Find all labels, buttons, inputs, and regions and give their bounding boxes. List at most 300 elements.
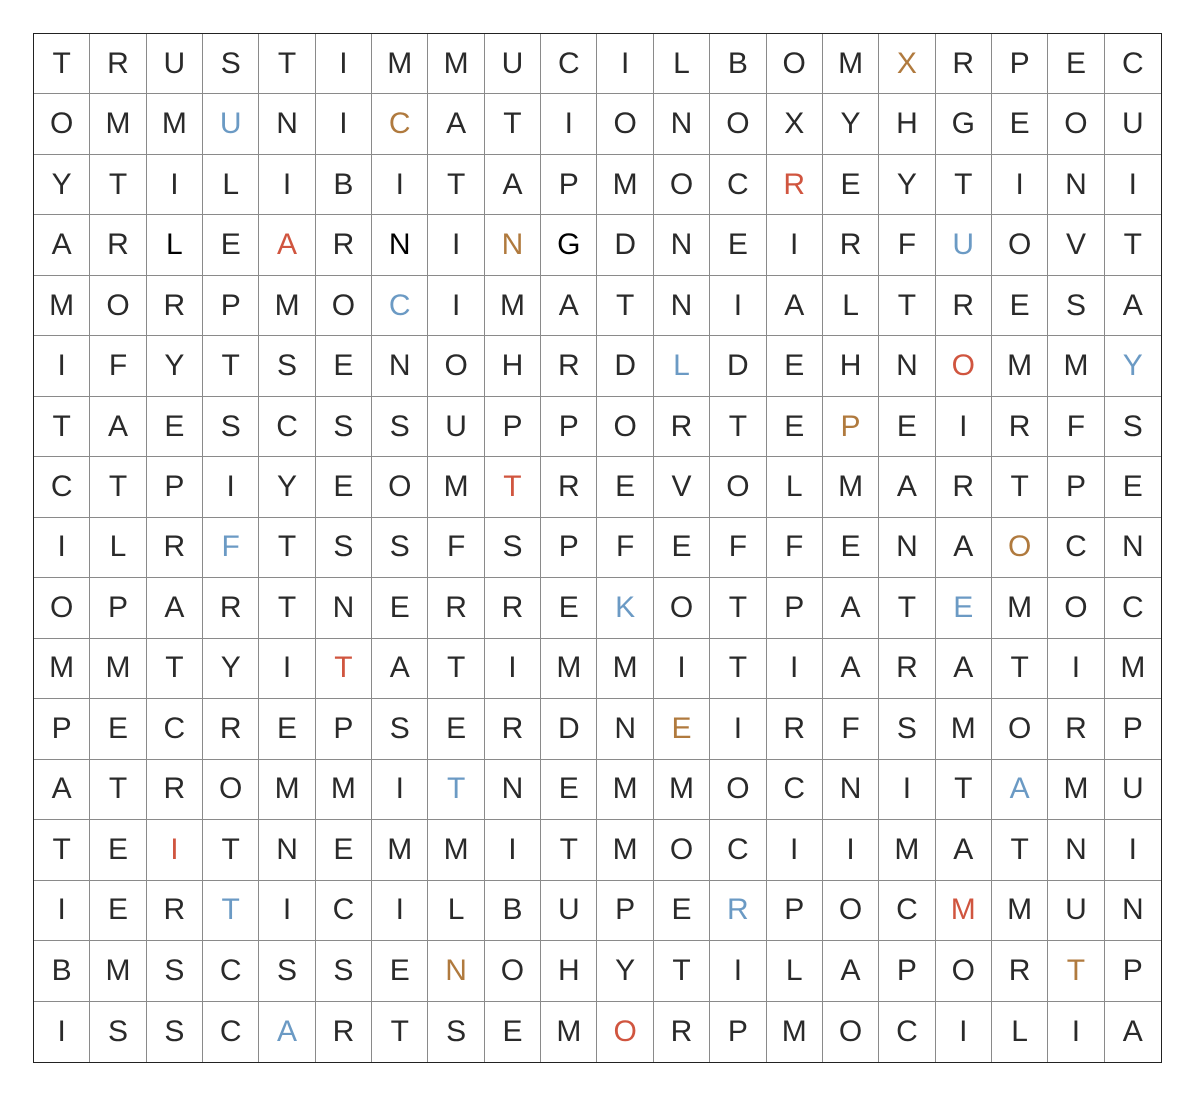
grid-cell-r4-c15[interactable]: T bbox=[879, 276, 935, 336]
grid-cell-r16-c7[interactable]: S bbox=[428, 1002, 484, 1062]
grid-cell-r3-c10[interactable]: D bbox=[597, 215, 653, 275]
grid-cell-r16-c16[interactable]: I bbox=[936, 1002, 992, 1062]
grid-cell-r7-c17[interactable]: T bbox=[992, 457, 1048, 517]
grid-cell-r15-c9[interactable]: H bbox=[541, 941, 597, 1001]
grid-cell-r6-c8[interactable]: P bbox=[485, 397, 541, 457]
grid-cell-r7-c13[interactable]: L bbox=[767, 457, 823, 517]
grid-cell-r6-c7[interactable]: U bbox=[428, 397, 484, 457]
grid-cell-r0-c15[interactable]: X bbox=[879, 34, 935, 94]
grid-cell-r3-c3[interactable]: E bbox=[203, 215, 259, 275]
grid-cell-r1-c3[interactable]: U bbox=[203, 94, 259, 154]
grid-cell-r5-c5[interactable]: E bbox=[316, 336, 372, 396]
grid-cell-r14-c15[interactable]: C bbox=[879, 881, 935, 941]
grid-cell-r12-c17[interactable]: A bbox=[992, 760, 1048, 820]
grid-cell-r16-c14[interactable]: O bbox=[823, 1002, 879, 1062]
grid-cell-r13-c9[interactable]: T bbox=[541, 820, 597, 880]
grid-cell-r16-c5[interactable]: R bbox=[316, 1002, 372, 1062]
grid-cell-r11-c2[interactable]: C bbox=[147, 699, 203, 759]
grid-cell-r16-c17[interactable]: L bbox=[992, 1002, 1048, 1062]
grid-cell-r14-c11[interactable]: E bbox=[654, 881, 710, 941]
grid-cell-r7-c1[interactable]: T bbox=[90, 457, 146, 517]
grid-cell-r13-c19[interactable]: I bbox=[1105, 820, 1161, 880]
grid-cell-r2-c4[interactable]: I bbox=[259, 155, 315, 215]
grid-cell-r0-c5[interactable]: I bbox=[316, 34, 372, 94]
grid-cell-r9-c1[interactable]: P bbox=[90, 578, 146, 638]
grid-cell-r14-c0[interactable]: I bbox=[34, 881, 90, 941]
grid-cell-r1-c15[interactable]: H bbox=[879, 94, 935, 154]
grid-cell-r10-c18[interactable]: I bbox=[1048, 639, 1104, 699]
grid-cell-r6-c1[interactable]: A bbox=[90, 397, 146, 457]
grid-cell-r1-c0[interactable]: O bbox=[34, 94, 90, 154]
grid-cell-r5-c19[interactable]: Y bbox=[1105, 336, 1161, 396]
grid-cell-r9-c18[interactable]: O bbox=[1048, 578, 1104, 638]
grid-cell-r7-c8[interactable]: T bbox=[485, 457, 541, 517]
grid-cell-r13-c10[interactable]: M bbox=[597, 820, 653, 880]
grid-cell-r9-c14[interactable]: A bbox=[823, 578, 879, 638]
grid-cell-r12-c4[interactable]: M bbox=[259, 760, 315, 820]
grid-cell-r6-c19[interactable]: S bbox=[1105, 397, 1161, 457]
grid-cell-r4-c7[interactable]: I bbox=[428, 276, 484, 336]
grid-cell-r12-c14[interactable]: N bbox=[823, 760, 879, 820]
grid-cell-r15-c16[interactable]: O bbox=[936, 941, 992, 1001]
grid-cell-r16-c2[interactable]: S bbox=[147, 1002, 203, 1062]
grid-cell-r14-c7[interactable]: L bbox=[428, 881, 484, 941]
grid-cell-r1-c8[interactable]: T bbox=[485, 94, 541, 154]
grid-cell-r11-c5[interactable]: P bbox=[316, 699, 372, 759]
grid-cell-r16-c11[interactable]: R bbox=[654, 1002, 710, 1062]
grid-cell-r11-c0[interactable]: P bbox=[34, 699, 90, 759]
grid-cell-r3-c7[interactable]: I bbox=[428, 215, 484, 275]
grid-cell-r8-c3[interactable]: F bbox=[203, 518, 259, 578]
grid-cell-r12-c3[interactable]: O bbox=[203, 760, 259, 820]
grid-cell-r13-c0[interactable]: T bbox=[34, 820, 90, 880]
grid-cell-r9-c3[interactable]: R bbox=[203, 578, 259, 638]
grid-cell-r13-c12[interactable]: C bbox=[710, 820, 766, 880]
grid-cell-r7-c15[interactable]: A bbox=[879, 457, 935, 517]
grid-cell-r8-c9[interactable]: P bbox=[541, 518, 597, 578]
grid-cell-r14-c10[interactable]: P bbox=[597, 881, 653, 941]
grid-cell-r6-c14[interactable]: P bbox=[823, 397, 879, 457]
grid-cell-r5-c14[interactable]: H bbox=[823, 336, 879, 396]
grid-cell-r5-c8[interactable]: H bbox=[485, 336, 541, 396]
grid-cell-r0-c6[interactable]: M bbox=[372, 34, 428, 94]
grid-cell-r3-c4[interactable]: A bbox=[259, 215, 315, 275]
grid-cell-r8-c12[interactable]: F bbox=[710, 518, 766, 578]
grid-cell-r2-c11[interactable]: O bbox=[654, 155, 710, 215]
grid-cell-r13-c14[interactable]: I bbox=[823, 820, 879, 880]
grid-cell-r5-c7[interactable]: O bbox=[428, 336, 484, 396]
grid-cell-r12-c0[interactable]: A bbox=[34, 760, 90, 820]
grid-cell-r6-c0[interactable]: T bbox=[34, 397, 90, 457]
grid-cell-r16-c10[interactable]: O bbox=[597, 1002, 653, 1062]
grid-cell-r13-c4[interactable]: N bbox=[259, 820, 315, 880]
grid-cell-r5-c0[interactable]: I bbox=[34, 336, 90, 396]
grid-cell-r4-c8[interactable]: M bbox=[485, 276, 541, 336]
grid-cell-r5-c3[interactable]: T bbox=[203, 336, 259, 396]
grid-cell-r12-c7[interactable]: T bbox=[428, 760, 484, 820]
grid-cell-r0-c8[interactable]: U bbox=[485, 34, 541, 94]
grid-cell-r12-c13[interactable]: C bbox=[767, 760, 823, 820]
grid-cell-r16-c18[interactable]: I bbox=[1048, 1002, 1104, 1062]
grid-cell-r13-c8[interactable]: I bbox=[485, 820, 541, 880]
grid-cell-r16-c9[interactable]: M bbox=[541, 1002, 597, 1062]
grid-cell-r3-c16[interactable]: U bbox=[936, 215, 992, 275]
grid-cell-r11-c4[interactable]: E bbox=[259, 699, 315, 759]
grid-cell-r2-c1[interactable]: T bbox=[90, 155, 146, 215]
grid-cell-r16-c8[interactable]: E bbox=[485, 1002, 541, 1062]
grid-cell-r14-c3[interactable]: T bbox=[203, 881, 259, 941]
grid-cell-r9-c19[interactable]: C bbox=[1105, 578, 1161, 638]
grid-cell-r4-c1[interactable]: O bbox=[90, 276, 146, 336]
grid-cell-r4-c5[interactable]: O bbox=[316, 276, 372, 336]
grid-cell-r3-c0[interactable]: A bbox=[34, 215, 90, 275]
grid-cell-r0-c17[interactable]: P bbox=[992, 34, 1048, 94]
grid-cell-r5-c9[interactable]: R bbox=[541, 336, 597, 396]
grid-cell-r4-c6[interactable]: C bbox=[372, 276, 428, 336]
grid-cell-r7-c18[interactable]: P bbox=[1048, 457, 1104, 517]
grid-cell-r0-c10[interactable]: I bbox=[597, 34, 653, 94]
grid-cell-r6-c18[interactable]: F bbox=[1048, 397, 1104, 457]
grid-cell-r11-c3[interactable]: R bbox=[203, 699, 259, 759]
grid-cell-r1-c19[interactable]: U bbox=[1105, 94, 1161, 154]
grid-cell-r10-c14[interactable]: A bbox=[823, 639, 879, 699]
grid-cell-r12-c16[interactable]: T bbox=[936, 760, 992, 820]
grid-cell-r0-c11[interactable]: L bbox=[654, 34, 710, 94]
grid-cell-r4-c18[interactable]: S bbox=[1048, 276, 1104, 336]
grid-cell-r3-c13[interactable]: I bbox=[767, 215, 823, 275]
grid-cell-r16-c1[interactable]: S bbox=[90, 1002, 146, 1062]
grid-cell-r12-c12[interactable]: O bbox=[710, 760, 766, 820]
grid-cell-r6-c16[interactable]: I bbox=[936, 397, 992, 457]
grid-cell-r9-c13[interactable]: P bbox=[767, 578, 823, 638]
grid-cell-r13-c18[interactable]: N bbox=[1048, 820, 1104, 880]
grid-cell-r0-c14[interactable]: M bbox=[823, 34, 879, 94]
grid-cell-r12-c9[interactable]: E bbox=[541, 760, 597, 820]
grid-cell-r9-c15[interactable]: T bbox=[879, 578, 935, 638]
grid-cell-r14-c14[interactable]: O bbox=[823, 881, 879, 941]
grid-cell-r1-c7[interactable]: A bbox=[428, 94, 484, 154]
grid-cell-r9-c11[interactable]: O bbox=[654, 578, 710, 638]
grid-cell-r5-c11[interactable]: L bbox=[654, 336, 710, 396]
grid-cell-r2-c12[interactable]: C bbox=[710, 155, 766, 215]
grid-cell-r2-c9[interactable]: P bbox=[541, 155, 597, 215]
grid-cell-r0-c0[interactable]: T bbox=[34, 34, 90, 94]
grid-cell-r15-c6[interactable]: E bbox=[372, 941, 428, 1001]
grid-cell-r15-c11[interactable]: T bbox=[654, 941, 710, 1001]
grid-cell-r1-c14[interactable]: Y bbox=[823, 94, 879, 154]
grid-cell-r10-c1[interactable]: M bbox=[90, 639, 146, 699]
grid-cell-r1-c5[interactable]: I bbox=[316, 94, 372, 154]
grid-cell-r4-c16[interactable]: R bbox=[936, 276, 992, 336]
grid-cell-r8-c16[interactable]: A bbox=[936, 518, 992, 578]
grid-cell-r12-c11[interactable]: M bbox=[654, 760, 710, 820]
grid-cell-r15-c0[interactable]: B bbox=[34, 941, 90, 1001]
grid-cell-r2-c3[interactable]: L bbox=[203, 155, 259, 215]
grid-cell-r13-c11[interactable]: O bbox=[654, 820, 710, 880]
grid-cell-r16-c6[interactable]: T bbox=[372, 1002, 428, 1062]
grid-cell-r15-c19[interactable]: P bbox=[1105, 941, 1161, 1001]
grid-cell-r11-c15[interactable]: S bbox=[879, 699, 935, 759]
grid-cell-r13-c15[interactable]: M bbox=[879, 820, 935, 880]
grid-cell-r3-c6[interactable]: N bbox=[372, 215, 428, 275]
grid-cell-r2-c8[interactable]: A bbox=[485, 155, 541, 215]
grid-cell-r7-c7[interactable]: M bbox=[428, 457, 484, 517]
grid-cell-r13-c2[interactable]: I bbox=[147, 820, 203, 880]
grid-cell-r3-c8[interactable]: N bbox=[485, 215, 541, 275]
grid-cell-r5-c15[interactable]: N bbox=[879, 336, 935, 396]
grid-cell-r8-c11[interactable]: E bbox=[654, 518, 710, 578]
grid-cell-r2-c19[interactable]: I bbox=[1105, 155, 1161, 215]
grid-cell-r0-c18[interactable]: E bbox=[1048, 34, 1104, 94]
grid-cell-r2-c6[interactable]: I bbox=[372, 155, 428, 215]
grid-cell-r14-c16[interactable]: M bbox=[936, 881, 992, 941]
grid-cell-r14-c5[interactable]: C bbox=[316, 881, 372, 941]
grid-cell-r8-c13[interactable]: F bbox=[767, 518, 823, 578]
grid-cell-r11-c17[interactable]: O bbox=[992, 699, 1048, 759]
grid-cell-r11-c10[interactable]: N bbox=[597, 699, 653, 759]
grid-cell-r16-c0[interactable]: I bbox=[34, 1002, 90, 1062]
grid-cell-r7-c5[interactable]: E bbox=[316, 457, 372, 517]
grid-cell-r0-c13[interactable]: O bbox=[767, 34, 823, 94]
grid-cell-r15-c18[interactable]: T bbox=[1048, 941, 1104, 1001]
grid-cell-r9-c16[interactable]: E bbox=[936, 578, 992, 638]
grid-cell-r10-c6[interactable]: A bbox=[372, 639, 428, 699]
grid-cell-r7-c0[interactable]: C bbox=[34, 457, 90, 517]
grid-cell-r16-c4[interactable]: A bbox=[259, 1002, 315, 1062]
grid-cell-r7-c4[interactable]: Y bbox=[259, 457, 315, 517]
grid-cell-r0-c12[interactable]: B bbox=[710, 34, 766, 94]
grid-cell-r9-c4[interactable]: T bbox=[259, 578, 315, 638]
grid-cell-r14-c9[interactable]: U bbox=[541, 881, 597, 941]
grid-cell-r13-c5[interactable]: E bbox=[316, 820, 372, 880]
grid-cell-r11-c18[interactable]: R bbox=[1048, 699, 1104, 759]
grid-cell-r7-c12[interactable]: O bbox=[710, 457, 766, 517]
grid-cell-r1-c18[interactable]: O bbox=[1048, 94, 1104, 154]
grid-cell-r12-c6[interactable]: I bbox=[372, 760, 428, 820]
grid-cell-r4-c14[interactable]: L bbox=[823, 276, 879, 336]
grid-cell-r15-c7[interactable]: N bbox=[428, 941, 484, 1001]
grid-cell-r16-c15[interactable]: C bbox=[879, 1002, 935, 1062]
grid-cell-r0-c7[interactable]: M bbox=[428, 34, 484, 94]
grid-cell-r8-c1[interactable]: L bbox=[90, 518, 146, 578]
grid-cell-r10-c5[interactable]: T bbox=[316, 639, 372, 699]
grid-cell-r14-c12[interactable]: R bbox=[710, 881, 766, 941]
grid-cell-r4-c11[interactable]: N bbox=[654, 276, 710, 336]
grid-cell-r13-c1[interactable]: E bbox=[90, 820, 146, 880]
grid-cell-r11-c16[interactable]: M bbox=[936, 699, 992, 759]
grid-cell-r14-c1[interactable]: E bbox=[90, 881, 146, 941]
grid-cell-r13-c3[interactable]: T bbox=[203, 820, 259, 880]
grid-cell-r5-c12[interactable]: D bbox=[710, 336, 766, 396]
grid-cell-r1-c12[interactable]: O bbox=[710, 94, 766, 154]
grid-cell-r14-c2[interactable]: R bbox=[147, 881, 203, 941]
grid-cell-r1-c13[interactable]: X bbox=[767, 94, 823, 154]
grid-cell-r15-c14[interactable]: A bbox=[823, 941, 879, 1001]
grid-cell-r1-c9[interactable]: I bbox=[541, 94, 597, 154]
grid-cell-r15-c15[interactable]: P bbox=[879, 941, 935, 1001]
grid-cell-r14-c13[interactable]: P bbox=[767, 881, 823, 941]
grid-cell-r4-c9[interactable]: A bbox=[541, 276, 597, 336]
grid-cell-r2-c15[interactable]: Y bbox=[879, 155, 935, 215]
grid-cell-r9-c9[interactable]: E bbox=[541, 578, 597, 638]
grid-cell-r9-c6[interactable]: E bbox=[372, 578, 428, 638]
grid-cell-r4-c0[interactable]: M bbox=[34, 276, 90, 336]
grid-cell-r11-c8[interactable]: R bbox=[485, 699, 541, 759]
grid-cell-r0-c4[interactable]: T bbox=[259, 34, 315, 94]
grid-cell-r2-c18[interactable]: N bbox=[1048, 155, 1104, 215]
grid-cell-r6-c17[interactable]: R bbox=[992, 397, 1048, 457]
grid-cell-r4-c13[interactable]: A bbox=[767, 276, 823, 336]
grid-cell-r0-c16[interactable]: R bbox=[936, 34, 992, 94]
grid-cell-r7-c16[interactable]: R bbox=[936, 457, 992, 517]
grid-cell-r6-c13[interactable]: E bbox=[767, 397, 823, 457]
grid-cell-r1-c16[interactable]: G bbox=[936, 94, 992, 154]
grid-cell-r12-c15[interactable]: I bbox=[879, 760, 935, 820]
grid-cell-r8-c15[interactable]: N bbox=[879, 518, 935, 578]
grid-cell-r10-c13[interactable]: I bbox=[767, 639, 823, 699]
grid-cell-r10-c4[interactable]: I bbox=[259, 639, 315, 699]
grid-cell-r8-c0[interactable]: I bbox=[34, 518, 90, 578]
grid-cell-r10-c11[interactable]: I bbox=[654, 639, 710, 699]
grid-cell-r5-c16[interactable]: O bbox=[936, 336, 992, 396]
grid-cell-r9-c0[interactable]: O bbox=[34, 578, 90, 638]
grid-cell-r14-c6[interactable]: I bbox=[372, 881, 428, 941]
grid-cell-r11-c14[interactable]: F bbox=[823, 699, 879, 759]
grid-cell-r6-c9[interactable]: P bbox=[541, 397, 597, 457]
grid-cell-r15-c17[interactable]: R bbox=[992, 941, 1048, 1001]
grid-cell-r1-c17[interactable]: E bbox=[992, 94, 1048, 154]
grid-cell-r11-c12[interactable]: I bbox=[710, 699, 766, 759]
grid-cell-r3-c18[interactable]: V bbox=[1048, 215, 1104, 275]
grid-cell-r15-c5[interactable]: S bbox=[316, 941, 372, 1001]
grid-cell-r3-c19[interactable]: T bbox=[1105, 215, 1161, 275]
grid-cell-r5-c1[interactable]: F bbox=[90, 336, 146, 396]
grid-cell-r12-c2[interactable]: R bbox=[147, 760, 203, 820]
grid-cell-r11-c9[interactable]: D bbox=[541, 699, 597, 759]
grid-cell-r1-c1[interactable]: M bbox=[90, 94, 146, 154]
grid-cell-r11-c6[interactable]: S bbox=[372, 699, 428, 759]
grid-cell-r2-c0[interactable]: Y bbox=[34, 155, 90, 215]
grid-cell-r8-c4[interactable]: T bbox=[259, 518, 315, 578]
grid-cell-r7-c14[interactable]: M bbox=[823, 457, 879, 517]
grid-cell-r5-c13[interactable]: E bbox=[767, 336, 823, 396]
grid-cell-r1-c10[interactable]: O bbox=[597, 94, 653, 154]
grid-cell-r5-c2[interactable]: Y bbox=[147, 336, 203, 396]
grid-cell-r3-c14[interactable]: R bbox=[823, 215, 879, 275]
grid-cell-r7-c3[interactable]: I bbox=[203, 457, 259, 517]
grid-cell-r15-c3[interactable]: C bbox=[203, 941, 259, 1001]
grid-cell-r13-c7[interactable]: M bbox=[428, 820, 484, 880]
grid-cell-r3-c1[interactable]: R bbox=[90, 215, 146, 275]
grid-cell-r3-c15[interactable]: F bbox=[879, 215, 935, 275]
grid-cell-r2-c7[interactable]: T bbox=[428, 155, 484, 215]
grid-cell-r8-c19[interactable]: N bbox=[1105, 518, 1161, 578]
grid-cell-r8-c5[interactable]: S bbox=[316, 518, 372, 578]
grid-cell-r12-c8[interactable]: N bbox=[485, 760, 541, 820]
grid-cell-r1-c2[interactable]: M bbox=[147, 94, 203, 154]
grid-cell-r10-c0[interactable]: M bbox=[34, 639, 90, 699]
grid-cell-r1-c4[interactable]: N bbox=[259, 94, 315, 154]
grid-cell-r10-c15[interactable]: R bbox=[879, 639, 935, 699]
grid-cell-r9-c12[interactable]: T bbox=[710, 578, 766, 638]
grid-cell-r9-c17[interactable]: M bbox=[992, 578, 1048, 638]
grid-cell-r15-c2[interactable]: S bbox=[147, 941, 203, 1001]
grid-cell-r0-c9[interactable]: C bbox=[541, 34, 597, 94]
grid-cell-r8-c6[interactable]: S bbox=[372, 518, 428, 578]
grid-cell-r16-c3[interactable]: C bbox=[203, 1002, 259, 1062]
grid-cell-r5-c4[interactable]: S bbox=[259, 336, 315, 396]
grid-cell-r15-c1[interactable]: M bbox=[90, 941, 146, 1001]
grid-cell-r3-c11[interactable]: N bbox=[654, 215, 710, 275]
grid-cell-r9-c2[interactable]: A bbox=[147, 578, 203, 638]
grid-cell-r2-c13[interactable]: R bbox=[767, 155, 823, 215]
grid-cell-r4-c4[interactable]: M bbox=[259, 276, 315, 336]
grid-cell-r10-c19[interactable]: M bbox=[1105, 639, 1161, 699]
grid-cell-r2-c16[interactable]: T bbox=[936, 155, 992, 215]
grid-cell-r6-c4[interactable]: C bbox=[259, 397, 315, 457]
grid-cell-r15-c4[interactable]: S bbox=[259, 941, 315, 1001]
grid-cell-r9-c7[interactable]: R bbox=[428, 578, 484, 638]
grid-cell-r10-c3[interactable]: Y bbox=[203, 639, 259, 699]
grid-cell-r16-c13[interactable]: M bbox=[767, 1002, 823, 1062]
grid-cell-r10-c10[interactable]: M bbox=[597, 639, 653, 699]
grid-cell-r8-c17[interactable]: O bbox=[992, 518, 1048, 578]
grid-cell-r2-c2[interactable]: I bbox=[147, 155, 203, 215]
grid-cell-r11-c7[interactable]: E bbox=[428, 699, 484, 759]
grid-cell-r16-c12[interactable]: P bbox=[710, 1002, 766, 1062]
grid-cell-r5-c17[interactable]: M bbox=[992, 336, 1048, 396]
grid-cell-r2-c10[interactable]: M bbox=[597, 155, 653, 215]
grid-cell-r9-c8[interactable]: R bbox=[485, 578, 541, 638]
grid-cell-r7-c2[interactable]: P bbox=[147, 457, 203, 517]
grid-cell-r0-c3[interactable]: S bbox=[203, 34, 259, 94]
grid-cell-r15-c13[interactable]: L bbox=[767, 941, 823, 1001]
grid-cell-r13-c6[interactable]: M bbox=[372, 820, 428, 880]
grid-cell-r5-c6[interactable]: N bbox=[372, 336, 428, 396]
grid-cell-r10-c7[interactable]: T bbox=[428, 639, 484, 699]
grid-cell-r12-c18[interactable]: M bbox=[1048, 760, 1104, 820]
grid-cell-r10-c2[interactable]: T bbox=[147, 639, 203, 699]
grid-cell-r2-c17[interactable]: I bbox=[992, 155, 1048, 215]
grid-cell-r12-c1[interactable]: T bbox=[90, 760, 146, 820]
grid-cell-r6-c10[interactable]: O bbox=[597, 397, 653, 457]
grid-cell-r11-c19[interactable]: P bbox=[1105, 699, 1161, 759]
grid-cell-r4-c19[interactable]: A bbox=[1105, 276, 1161, 336]
grid-cell-r0-c1[interactable]: R bbox=[90, 34, 146, 94]
grid-cell-r0-c19[interactable]: C bbox=[1105, 34, 1161, 94]
grid-cell-r15-c10[interactable]: Y bbox=[597, 941, 653, 1001]
grid-cell-r4-c3[interactable]: P bbox=[203, 276, 259, 336]
grid-cell-r2-c5[interactable]: B bbox=[316, 155, 372, 215]
grid-cell-r4-c17[interactable]: E bbox=[992, 276, 1048, 336]
grid-cell-r10-c12[interactable]: T bbox=[710, 639, 766, 699]
grid-cell-r11-c1[interactable]: E bbox=[90, 699, 146, 759]
grid-cell-r6-c12[interactable]: T bbox=[710, 397, 766, 457]
grid-cell-r8-c8[interactable]: S bbox=[485, 518, 541, 578]
grid-cell-r7-c11[interactable]: V bbox=[654, 457, 710, 517]
grid-cell-r6-c3[interactable]: S bbox=[203, 397, 259, 457]
grid-cell-r6-c2[interactable]: E bbox=[147, 397, 203, 457]
grid-cell-r7-c9[interactable]: R bbox=[541, 457, 597, 517]
grid-cell-r5-c18[interactable]: M bbox=[1048, 336, 1104, 396]
grid-cell-r7-c6[interactable]: O bbox=[372, 457, 428, 517]
grid-cell-r3-c17[interactable]: O bbox=[992, 215, 1048, 275]
grid-cell-r4-c12[interactable]: I bbox=[710, 276, 766, 336]
grid-cell-r16-c19[interactable]: A bbox=[1122, 1014, 1143, 1048]
grid-cell-r14-c19[interactable]: N bbox=[1105, 881, 1161, 941]
grid-cell-r10-c17[interactable]: T bbox=[992, 639, 1048, 699]
grid-cell-r3-c12[interactable]: E bbox=[710, 215, 766, 275]
